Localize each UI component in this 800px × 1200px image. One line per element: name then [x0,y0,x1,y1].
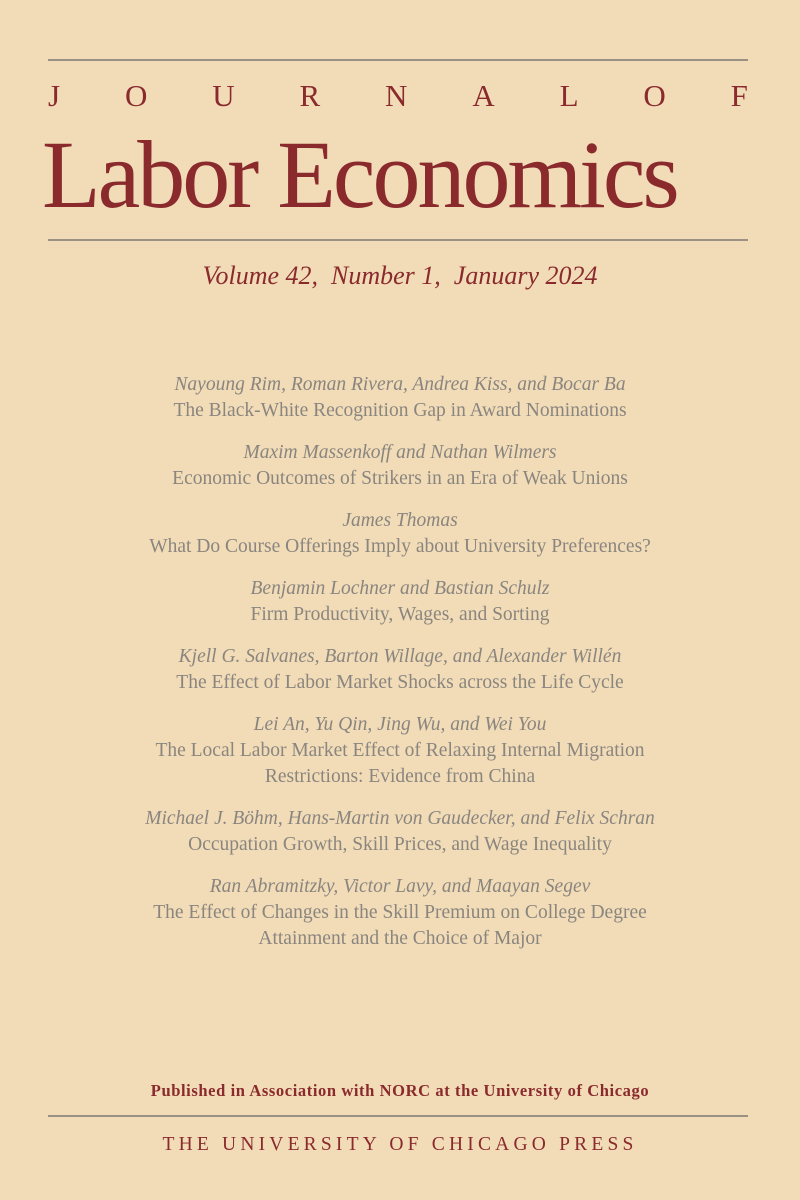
footer-rule [48,1115,748,1117]
association-line: Published in Association with NORC at the University of Chicago [150,1081,650,1100]
article-title-line: Occupation Growth, Skill Prices, and Wage Inequality [188,834,612,855]
journal-of-letter: F [730,78,748,113]
top-rule [48,59,748,61]
article-title-line: The Local Labor Market Effect of Relaxing Internal Migration [155,740,645,761]
article-title [40,900,760,952]
journal-of-letter: O [124,78,148,113]
journal-of-letter: A [472,78,495,113]
article-title-line: Restrictions: Evidence from China [264,766,536,787]
article-title [40,534,760,560]
article-authors: Nayoung Rim, Roman Rivera, Andrea Kiss, and Bocar Ba [174,374,626,395]
article-authors: Maxim Massenkoff and Nathan Wilmers [243,442,557,463]
issue-line: Volume 42, Number 1, January 2024 [202,261,598,290]
article-title-line: The Effect of Labor Market Shocks across the Life Cycle [176,672,624,693]
article-entry [40,712,760,790]
masthead-rule [48,239,748,241]
article-authors: Michael J. Böhm, Hans-Martin von Gaudecker, and Felix Schran [145,808,655,829]
table-of-contents [40,372,760,968]
article-title [40,832,760,858]
article-authors: Lei An, Yu Qin, Jing Wu, and Wei You [253,714,547,735]
journal-of-letter: O [643,78,666,113]
article-title [40,670,760,696]
article-title-line: Attainment and the Choice of Major [258,928,542,949]
article-title-line: Firm Productivity, Wages, and Sorting [250,604,550,625]
journal-of-letter: J [48,78,61,113]
journal-of-letter: U [212,78,235,113]
article-title [40,466,760,492]
article-entry [40,372,760,424]
article-authors: Ran Abramitzky, Victor Lavy, and Maayan Segev [209,876,591,897]
journal-title: Labor Economics [42,121,677,228]
article-title-line: What Do Course Offerings Imply about University Preferences? [149,536,651,557]
article-authors: Kjell G. Salvanes, Barton Willage, and Alexander Willén [178,646,622,667]
article-title [40,738,760,790]
article-entry [40,644,760,696]
article-title [40,602,760,628]
journal-of-letter: R [299,78,321,113]
article-authors: James Thomas [342,510,458,531]
article-entry [40,440,760,492]
article-entry [40,874,760,952]
journal-of-letter: N [385,78,408,113]
publisher-name: THE UNIVERSITY OF CHICAGO PRESS [162,1134,638,1155]
article-title [40,398,760,424]
article-title-line: The Effect of Changes in the Skill Premium on College Degree [153,902,647,923]
article-authors: Benjamin Lochner and Bastian Schulz [250,578,550,599]
article-title-line: Economic Outcomes of Strikers in an Era of Weak Unions [172,468,628,489]
journal-of-letter: L [559,78,579,113]
article-entry [40,576,760,628]
article-entry [40,806,760,858]
article-entry [40,508,760,560]
article-title-line: The Black-White Recognition Gap in Award Nominations [173,400,627,421]
journal-of-heading [48,80,748,111]
